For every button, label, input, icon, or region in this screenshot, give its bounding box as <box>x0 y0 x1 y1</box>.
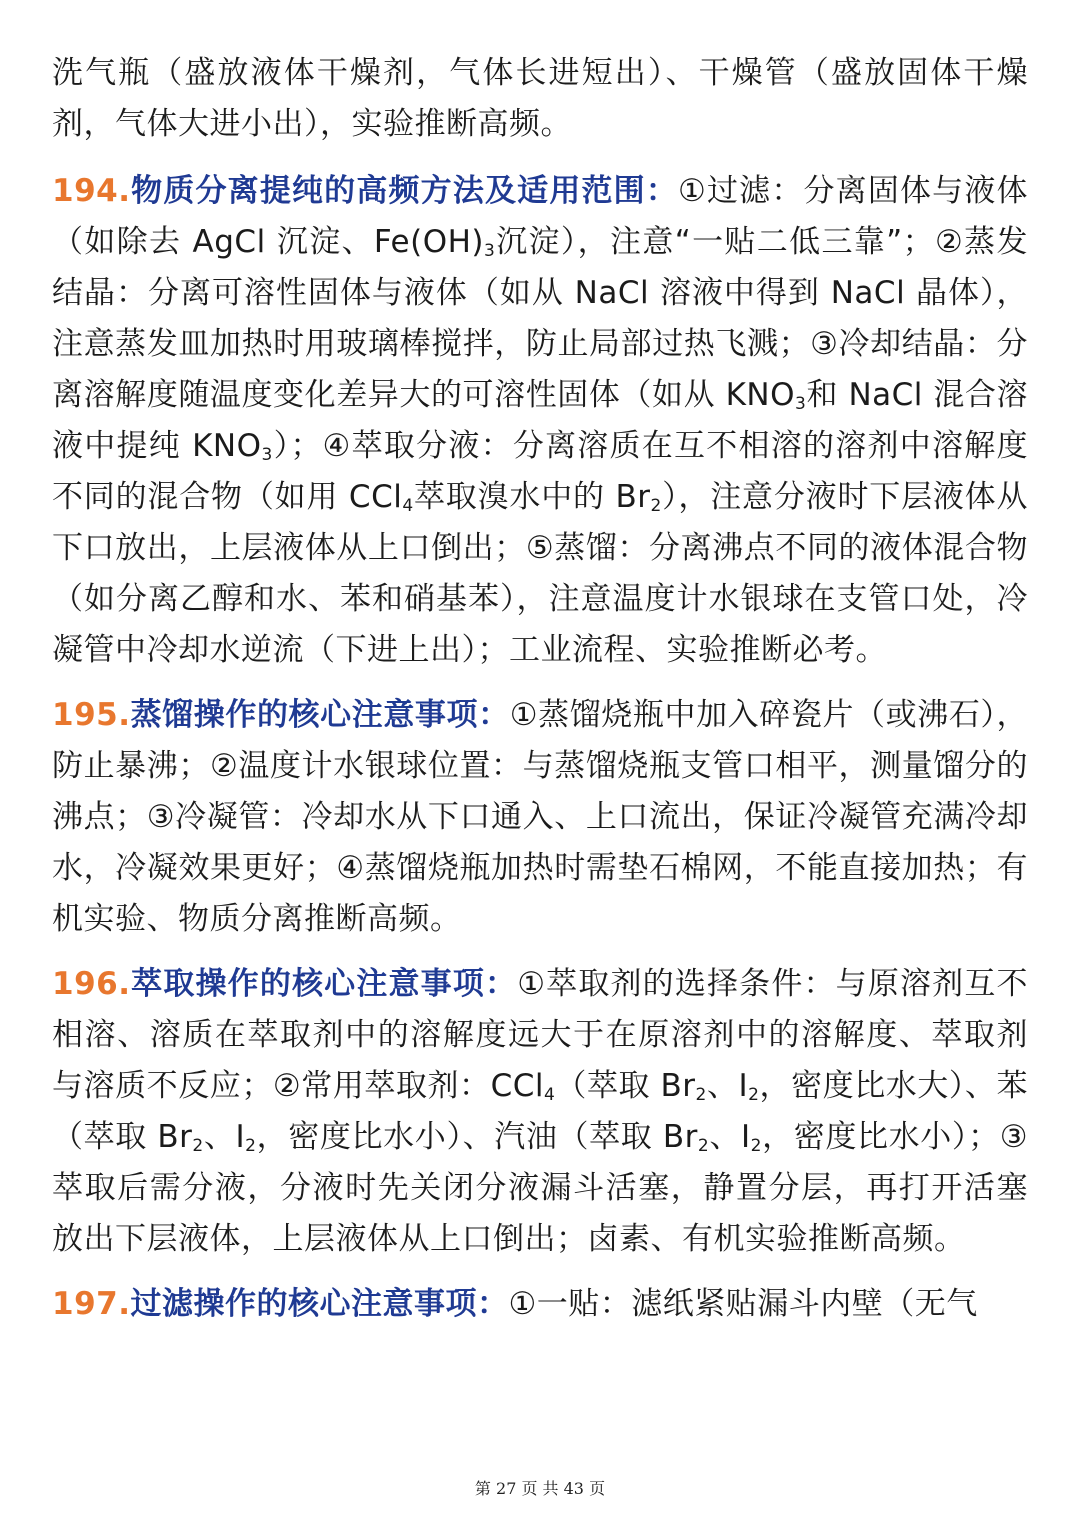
subscript: 2 <box>697 1136 710 1156</box>
item-195 <box>52 690 1028 945</box>
item-body-text: ①一贴：滤纸紧贴漏斗内壁（无气 <box>508 1286 978 1322</box>
item-body-text: 、I <box>203 1119 246 1155</box>
item-number: 194. <box>52 173 131 209</box>
item-body-text: ，密度比水小）、汽油（萃取 Br <box>256 1119 698 1155</box>
subscript: 2 <box>695 1085 707 1105</box>
item-body-text: ），注意分液时下层液体从下口放出，上层液体从上口倒出；⑤蒸馏：分离沸点不同的液体混合物（如分离乙醇和水、苯和硝基苯），注意温度计水银球在支管口处，冷凝管中冷却水逆流（下进上出）；工业流程、实验推断必考。 <box>52 479 1028 668</box>
document-page <box>52 48 1028 1344</box>
page-number-label: 第 27 页 共 43 页 <box>474 1479 606 1498</box>
item-body-text: 萃取溴水中的 Br <box>413 479 651 515</box>
item-body-text: 、I <box>709 1119 751 1155</box>
item-197 <box>52 1279 1028 1330</box>
item-body-text: ，密度比水大）、苯（萃取 Br <box>52 1068 1028 1155</box>
item-body-text: 、I <box>706 1068 749 1104</box>
item-heading: 过滤操作的核心注意事项： <box>130 1286 509 1322</box>
intro-text: 洗气瓶（盛放液体干燥剂，气体长进短出）、干燥管（盛放固体干燥剂，气体大进小出），实验推断高频。 <box>52 55 1028 142</box>
item-body-text: 沉淀），注意“一贴二低三靠”；②蒸发结晶：分离可溶性固体与液体（如从 NaCl 溶液中得到 NaCl 晶体），注意蒸发皿加热时用玻璃棒搅拌，防止局部过热飞溅；③冷却结晶：分离溶解度随温度变化差异大的可溶性固体（如从 KNO <box>52 224 1028 413</box>
item-body-text: ①萃取剂的选择条件：与原溶剂互不相溶、溶质在萃取剂中的溶解度远大于在原溶剂中的溶解度、萃取剂与溶质不反应；②常用萃取剂：CCl <box>52 966 1028 1104</box>
subscript: 3 <box>261 445 273 465</box>
subscript: 3 <box>484 241 496 261</box>
subscript: 2 <box>245 1136 257 1156</box>
item-body-text: 和 NaCl 混合溶液中提纯 KNO <box>52 377 1028 464</box>
subscript: 4 <box>544 1085 556 1105</box>
item-number: 196. <box>52 966 131 1002</box>
item-body-text: ，密度比水小）；③萃取后需分液，分液时先关闭分液漏斗活塞，静置分层，再打开活塞放出下层液体，上层液体从上口倒出；卤素、有机实验推断高频。 <box>52 1119 1028 1257</box>
intro-paragraph <box>52 48 1028 150</box>
item-heading: 物质分离提纯的高频方法及适用范围： <box>130 173 679 209</box>
item-196 <box>52 959 1028 1265</box>
item-number: 197. <box>52 1286 131 1322</box>
page-footer <box>0 1476 1080 1499</box>
item-heading: 蒸馏操作的核心注意事项： <box>130 697 510 733</box>
item-heading: 萃取操作的核心注意事项： <box>130 966 518 1002</box>
item-number: 195. <box>52 697 131 733</box>
item-body-text: （萃取 Br <box>555 1068 696 1104</box>
subscript: 2 <box>650 496 662 516</box>
subscript: 2 <box>750 1136 762 1156</box>
subscript: 3 <box>795 394 807 414</box>
item-194 <box>52 166 1028 676</box>
subscript: 2 <box>192 1136 204 1156</box>
subscript: 2 <box>748 1085 760 1105</box>
item-body-text: ①蒸馏烧瓶中加入碎瓷片（或沸石），防止暴沸；②温度计水银球位置：与蒸馏烧瓶支管口相平，测量馏分的沸点；③冷凝管：冷却水从下口通入、上口流出，保证冷凝管充满冷却水，冷凝效果更好；④蒸馏烧瓶加热时需垫石棉网，不能直接加热；有机实验、物质分离推断高频。 <box>52 697 1028 937</box>
subscript: 4 <box>402 496 414 516</box>
item-body-text: ）；④萃取分液：分离溶质在互不相溶的溶剂中溶解度不同的混合物（如用 CCl <box>52 428 1028 515</box>
item-body-text: ①过滤：分离固体与液体（如除去 AgCl 沉淀、Fe(OH) <box>52 173 1029 260</box>
